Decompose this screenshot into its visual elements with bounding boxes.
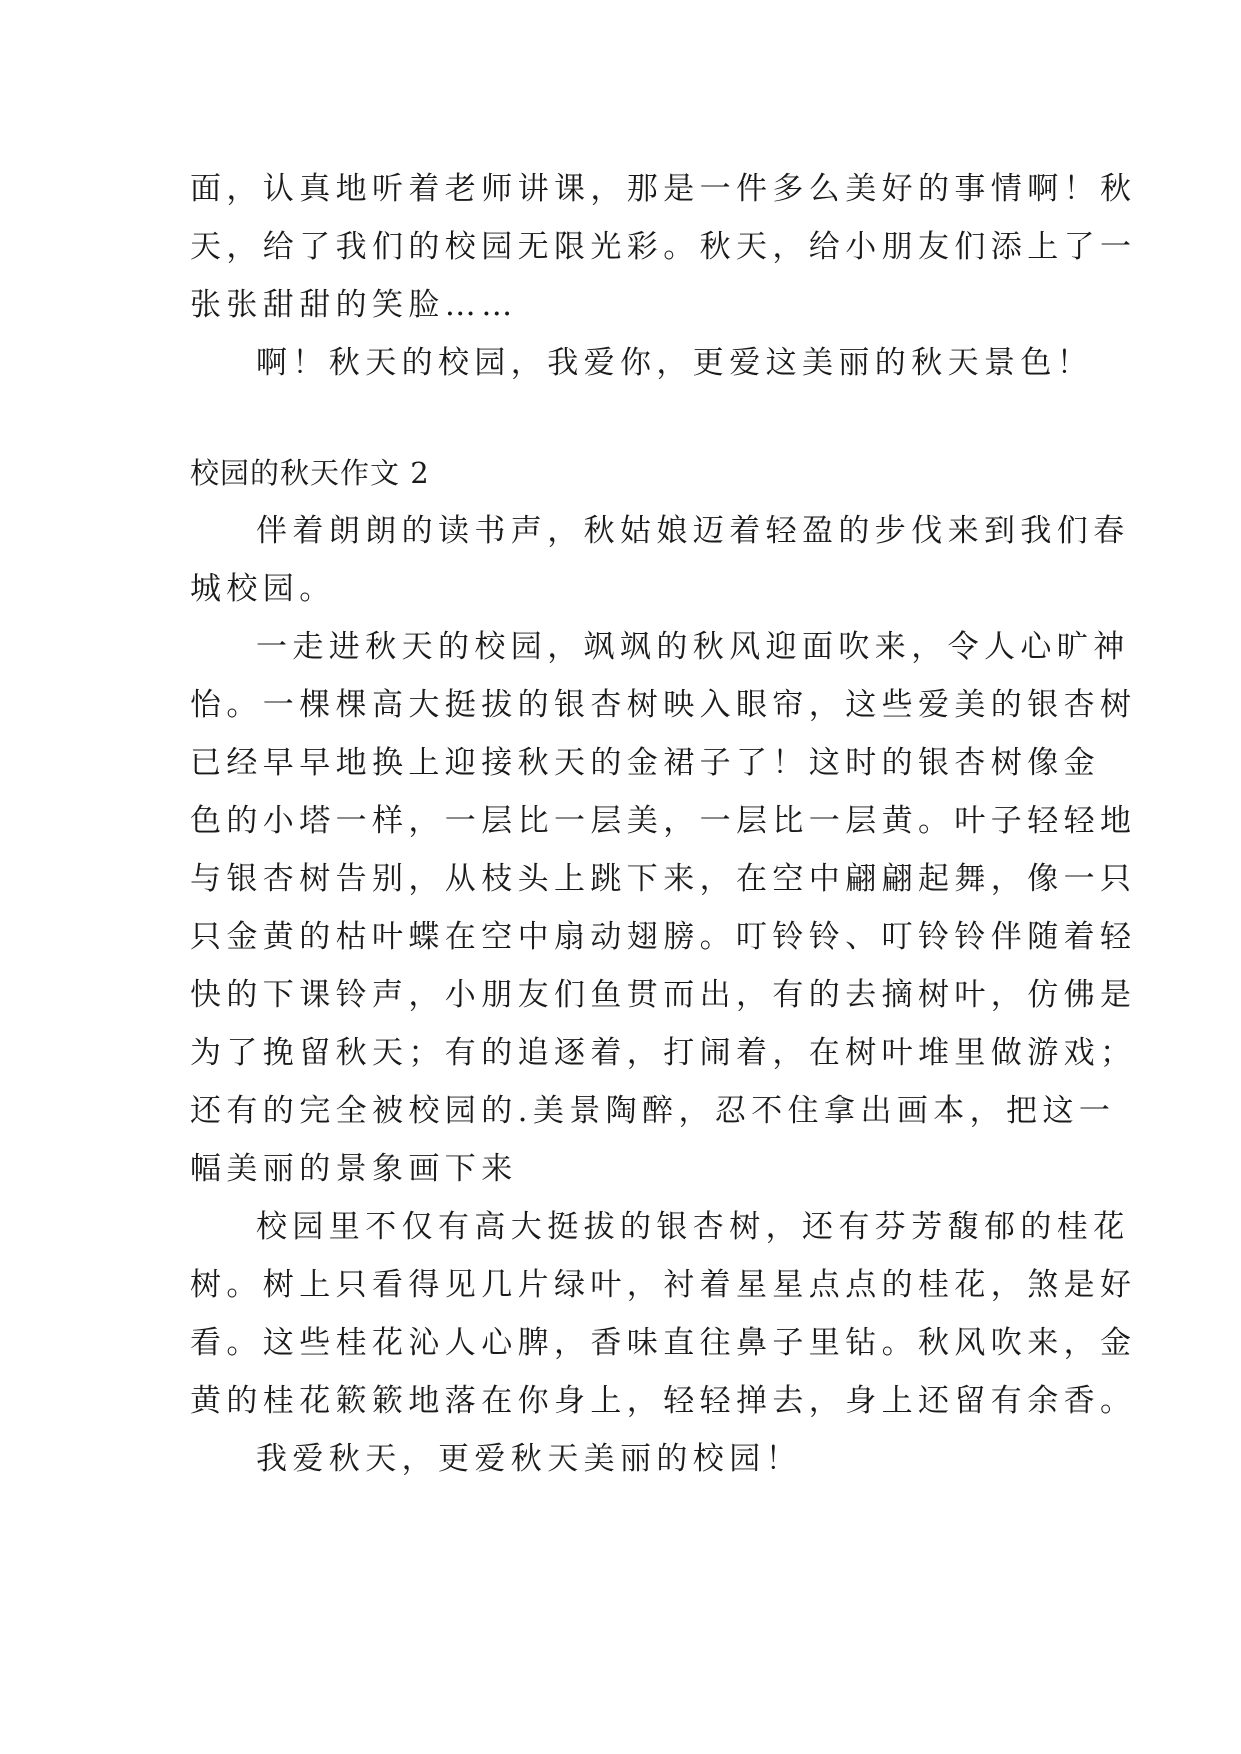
- text-line: 幅美丽的景象画下来: [190, 1151, 518, 1187]
- paragraph-3: [190, 1198, 1137, 1430]
- section-title: 校园的秋天作文 2: [190, 456, 430, 490]
- paragraph-2: [190, 618, 1137, 1198]
- text-line: 我爱秋天，更爱秋天美丽的校园！: [256, 1441, 802, 1477]
- section-gap: [190, 392, 1050, 444]
- text-line: 一走进秋天的校园，飒飒的秋风迎面吹来，令人心旷神: [256, 629, 1130, 665]
- section1-closing-paragraph: 啊！秋天的校园，我爱你，更爱这美丽的秋天景色！: [256, 345, 1094, 381]
- text-line: 面，认真地听着老师讲课，那是一件多么美好的事情啊！秋: [190, 171, 1137, 207]
- text-line: 还有的完全被校园的.美景陶醉，忍不住拿出画本，把这一: [190, 1093, 1116, 1129]
- text-line: 城校园。: [190, 571, 336, 607]
- section1-continuation: [190, 160, 1137, 334]
- document-page: [190, 160, 1137, 1488]
- text-line: 校园里不仅有高大挺拔的银杏树，还有芬芳馥郁的桂花: [256, 1209, 1130, 1245]
- paragraph-1: [190, 502, 1130, 618]
- text-line: 看。这些桂花沁人心脾，香味直往鼻子里钻。秋风吹来，金: [190, 1325, 1137, 1361]
- text-line: 与银杏树告别，从枝头上跳下来，在空中翩翩起舞，像一只: [190, 861, 1137, 897]
- text-line: 天，给了我们的校园无限光彩。秋天，给小朋友们添上了一: [190, 229, 1137, 265]
- paragraph-4: [190, 1430, 1050, 1488]
- text-line: 只金黄的枯叶蝶在空中扇动翅膀。叮铃铃、叮铃铃伴随着轻: [190, 919, 1137, 955]
- text-line: 伴着朗朗的读书声，秋姑娘迈着轻盈的步伐来到我们春: [256, 513, 1130, 549]
- text-line: 已经早早地换上迎接秋天的金裙子了！这时的银杏树像金: [190, 745, 1100, 781]
- text-line: 快的下课铃声，小朋友们鱼贯而出，有的去摘树叶，仿佛是: [190, 977, 1137, 1013]
- text-line: 怡。一棵棵高大挺拔的银杏树映入眼帘，这些爱美的银杏树: [190, 687, 1137, 723]
- text-line: 为了挽留秋天；有的追逐着，打闹着，在树叶堆里做游戏；: [190, 1035, 1137, 1071]
- text-line: 黄的桂花簌簌地落在你身上，轻轻掸去，身上还留有余香。: [190, 1383, 1137, 1419]
- text-line: 张张甜甜的笑脸……: [190, 287, 518, 323]
- text-line: 树。树上只看得见几片绿叶，衬着星星点点的桂花，煞是好: [190, 1267, 1137, 1303]
- text-line: 色的小塔一样，一层比一层美，一层比一层黄。叶子轻轻地: [190, 803, 1137, 839]
